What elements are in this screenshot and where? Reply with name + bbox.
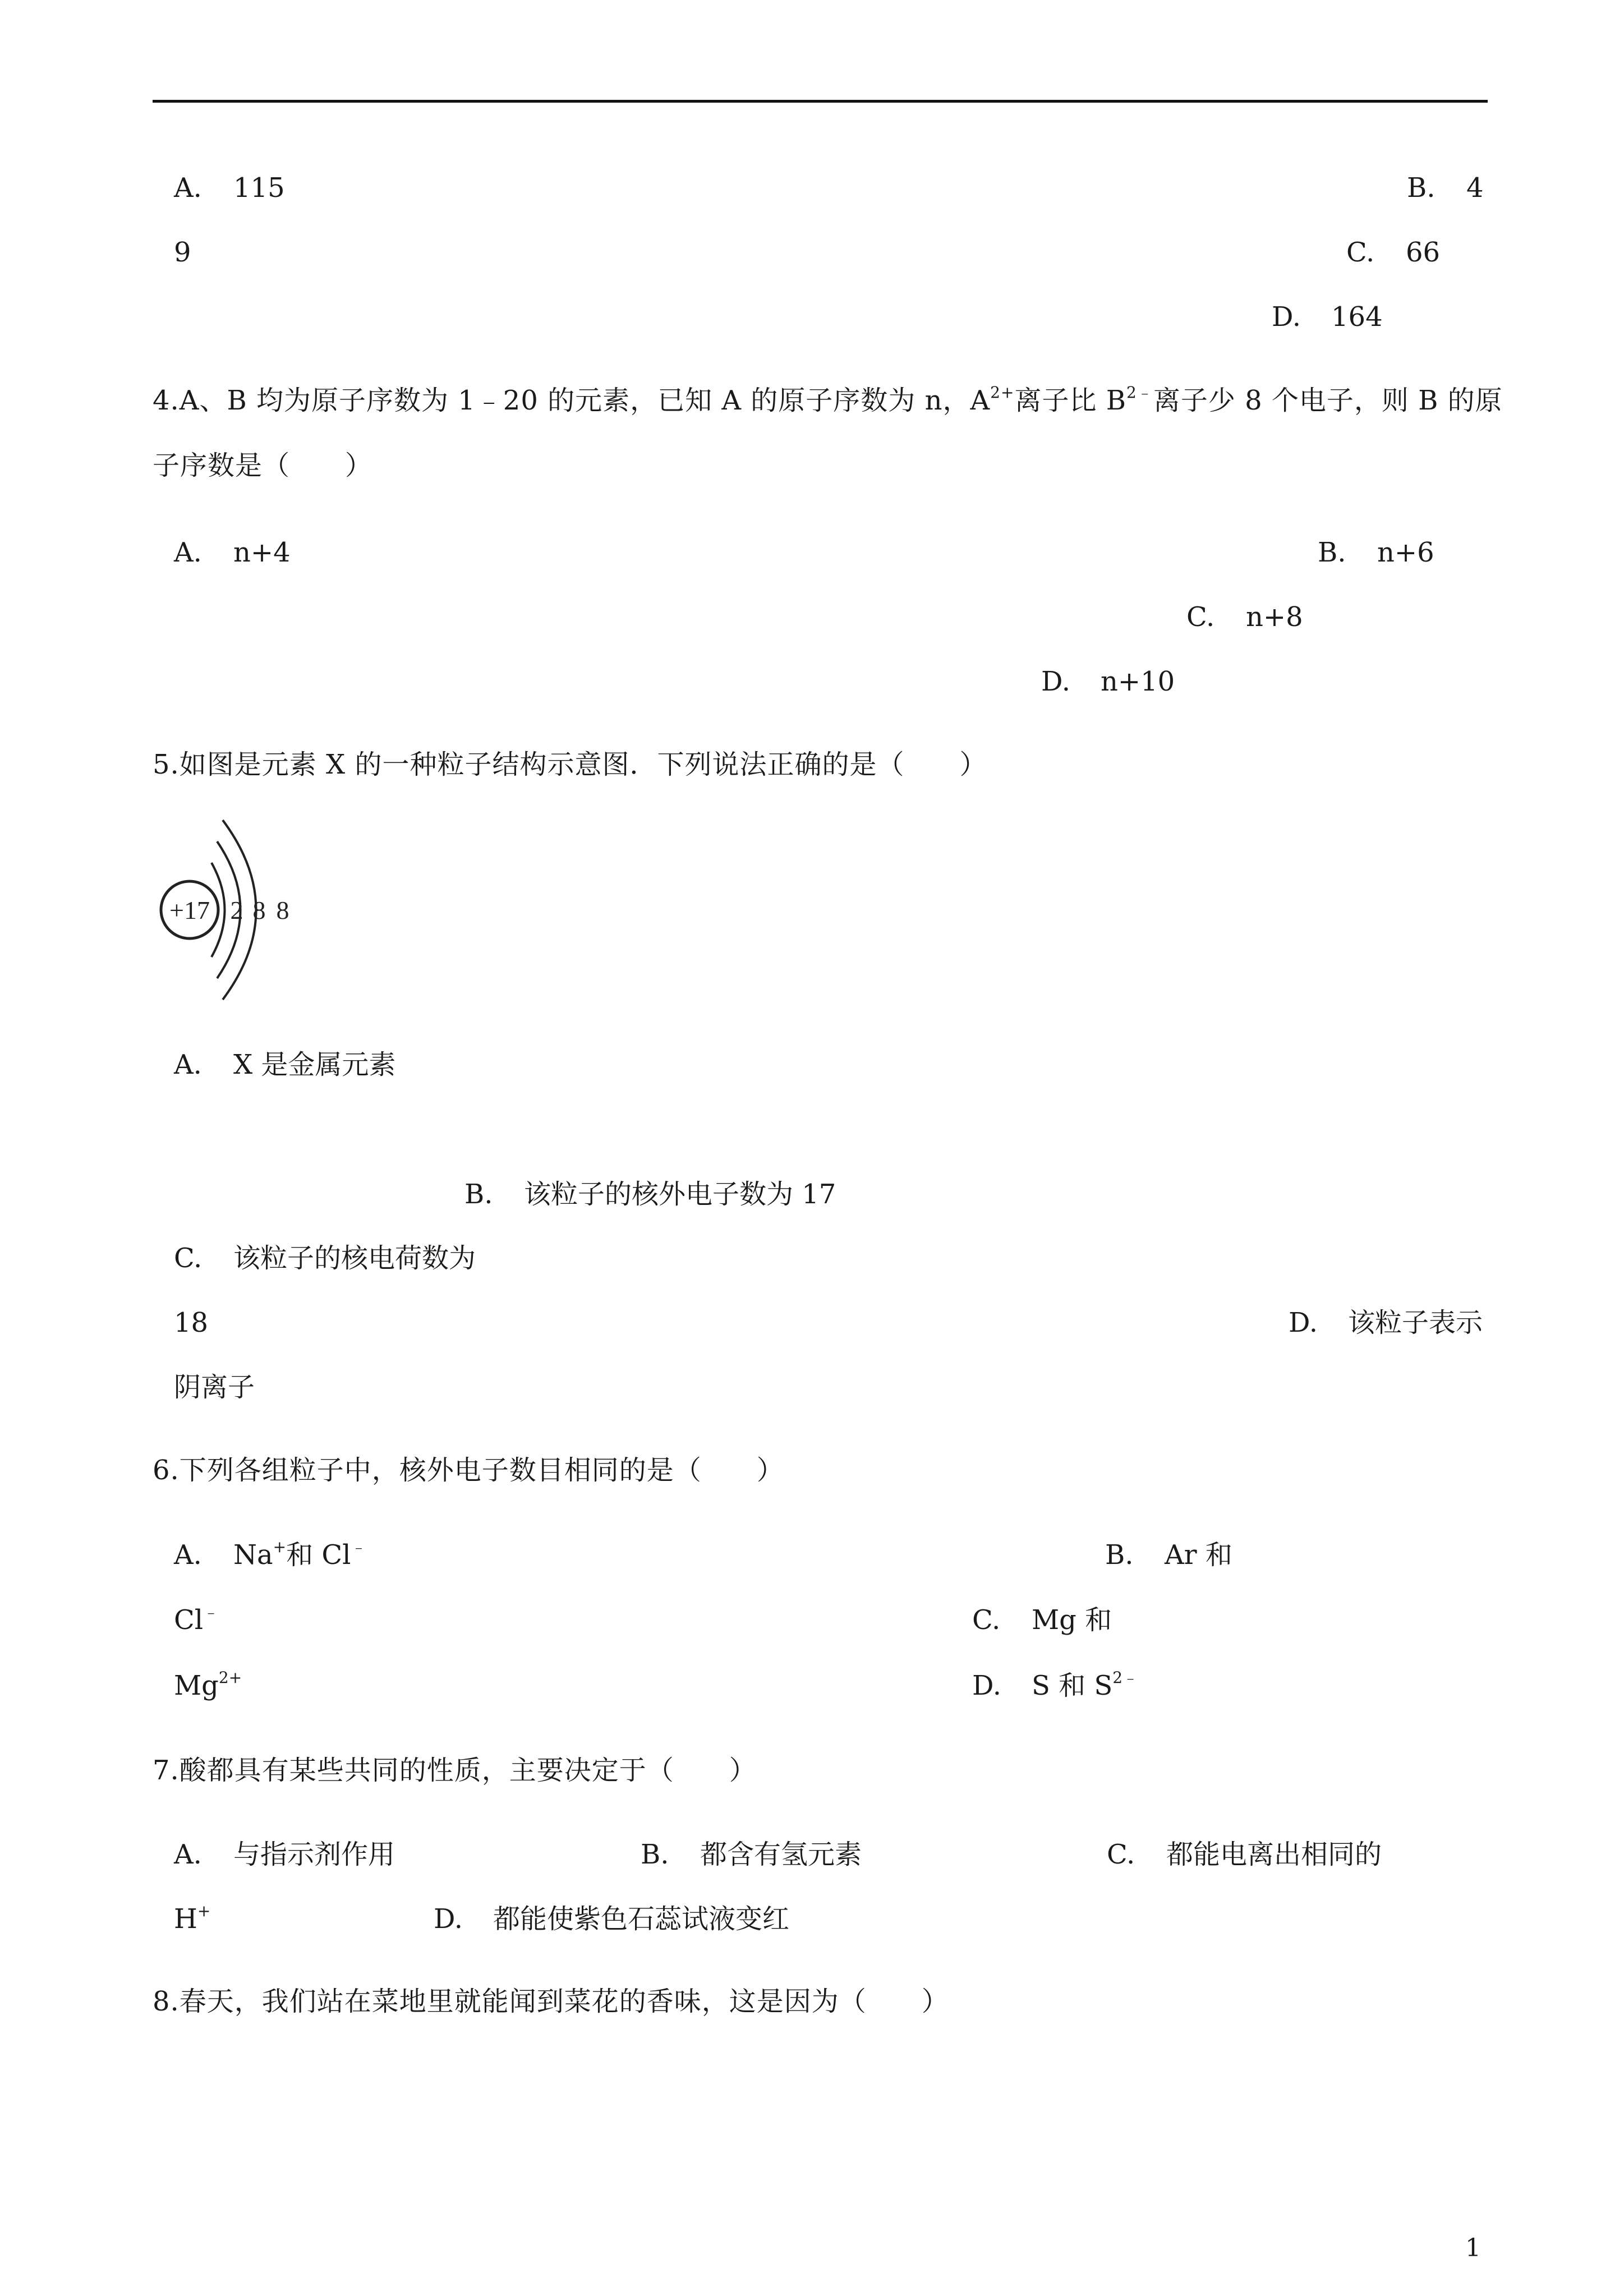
shell-count-2: 8 (252, 896, 266, 924)
option-text: n+8 (1246, 601, 1303, 633)
page-number: 1 (1465, 2234, 1481, 2262)
option-text: Cl (174, 1604, 204, 1636)
q4-sup-1: 2+ (990, 383, 1015, 402)
q5-option-d[interactable] (1289, 1306, 1483, 1340)
q4-text-b: 离子比 B (1014, 385, 1126, 416)
q6-option-a[interactable] (174, 1538, 366, 1572)
q3-option-a[interactable] (174, 171, 285, 205)
q5-option-a[interactable] (174, 1048, 395, 1082)
shell-count-1: 2 (230, 896, 243, 924)
option-label: A. (174, 1839, 202, 1870)
option-text: 115 (233, 172, 285, 204)
option-text: Na (233, 1539, 273, 1571)
option-label: A. (174, 1539, 202, 1571)
option-label: D. (1041, 666, 1071, 697)
option-label: D. (972, 1670, 1002, 1701)
option-text: Mg 和 (1032, 1604, 1112, 1636)
option-text: n+6 (1377, 537, 1434, 568)
option-text: 都能电离出相同的 (1166, 1839, 1382, 1870)
q7-option-b[interactable] (641, 1838, 862, 1871)
option-text: Ar 和 (1165, 1539, 1232, 1571)
option-text: 都能使紫色石蕊试液变红 (493, 1903, 790, 1935)
q4-option-c[interactable] (1186, 600, 1303, 634)
q4-option-b[interactable] (1318, 536, 1434, 569)
option-label: B. (1318, 537, 1346, 568)
q6-option-d[interactable] (972, 1669, 1138, 1703)
q5-option-d-wrap: 阴离子 (174, 1372, 255, 1403)
option-text: 66 (1406, 237, 1441, 268)
option-text: S 和 S (1032, 1670, 1113, 1701)
option-text: 9 (174, 237, 191, 268)
option-label: B. (1407, 172, 1436, 204)
q3-option-c[interactable] (1346, 236, 1440, 269)
option-text: Mg (174, 1670, 219, 1701)
option-text: n+10 (1101, 666, 1175, 697)
nucleus-charge: +17 (169, 896, 210, 924)
atomic-structure-diagram (153, 813, 321, 1004)
q8-stem: 8.春天，我们站在菜地里就能闻到菜花的香味，这是因为（ ） (153, 1986, 949, 2017)
q6-option-b-wrap (174, 1603, 219, 1637)
option-text: 与指示剂作用 (233, 1839, 395, 1870)
q6-option-c-wrap (174, 1669, 242, 1703)
option-sup: + (273, 1538, 287, 1556)
q5-stem: 5.如图是元素 X 的一种粒子结构示意图．下列说法正确的是（ ） (153, 749, 987, 780)
q4-option-a[interactable] (174, 536, 291, 569)
q7-option-a[interactable] (174, 1838, 395, 1871)
option-label: C. (972, 1604, 1001, 1636)
option-text: 和 Cl (286, 1539, 351, 1571)
q4-option-d[interactable] (1041, 665, 1175, 698)
q7-option-c[interactable] (1107, 1838, 1382, 1871)
option-sup: 2+ (218, 1668, 242, 1687)
option-label: B. (464, 1179, 493, 1210)
q6-stem: 6.下列各组粒子中，核外电子数目相同的是（ ） (153, 1455, 784, 1486)
option-label: C. (1186, 601, 1215, 633)
option-label: D. (434, 1903, 463, 1935)
q5-option-b[interactable] (464, 1177, 836, 1211)
option-text: 都含有氢元素 (700, 1839, 862, 1870)
option-label: B. (641, 1839, 669, 1870)
q4-sup-2: 2﹣ (1126, 383, 1153, 402)
option-label: A. (174, 537, 202, 568)
option-text: 该粒子的核电荷数为 (233, 1243, 476, 1274)
option-text: n+4 (233, 537, 291, 568)
option-label: C. (1346, 237, 1375, 268)
option-label: D. (1272, 301, 1301, 333)
option-label: D. (1289, 1307, 1318, 1338)
option-sup: ﹣ (351, 1538, 367, 1556)
option-text: 该粒子的核外电子数为 17 (524, 1179, 836, 1210)
q4-text-c: 离子少 8 个电子，则 B 的原 (1153, 385, 1503, 416)
q7-option-d[interactable] (434, 1902, 789, 1936)
option-sup: + (197, 1902, 211, 1920)
q3-option-d[interactable] (1272, 300, 1383, 334)
q4-text-a: 4.A、B 均为原子序数为 1﹣20 的元素，已知 A 的原子序数为 n，A (153, 385, 991, 416)
q6-option-c[interactable] (972, 1603, 1112, 1637)
option-text: 164 (1331, 301, 1383, 333)
q3-option-b-wrap (174, 236, 191, 269)
option-sup: ﹣ (203, 1603, 219, 1621)
option-text: H (174, 1903, 197, 1935)
q6-option-b[interactable] (1105, 1538, 1232, 1572)
option-text: X 是金属元素 (233, 1049, 396, 1080)
q5-option-c-wrap: 18 (174, 1307, 209, 1338)
shell-count-3: 8 (276, 896, 289, 924)
q5-option-c[interactable] (174, 1241, 476, 1275)
q7-option-c-wrap (174, 1902, 210, 1936)
option-sup: 2﹣ (1112, 1668, 1139, 1687)
q3-option-b[interactable] (1407, 171, 1484, 205)
header-rule (153, 100, 1488, 103)
option-text: 该粒子表示 (1348, 1307, 1483, 1338)
option-label: B. (1105, 1539, 1134, 1571)
option-label: A. (174, 172, 202, 204)
option-label: C. (1107, 1839, 1135, 1870)
option-label: A. (174, 1049, 202, 1080)
q4-stem-line2: 子序数是（ ） (153, 450, 373, 481)
option-text: 4 (1466, 172, 1484, 204)
option-label: C. (174, 1243, 203, 1274)
q4-stem-line1 (153, 384, 1503, 417)
q7-stem: 7.酸都具有某些共同的性质，主要决定于（ ） (153, 1755, 757, 1786)
